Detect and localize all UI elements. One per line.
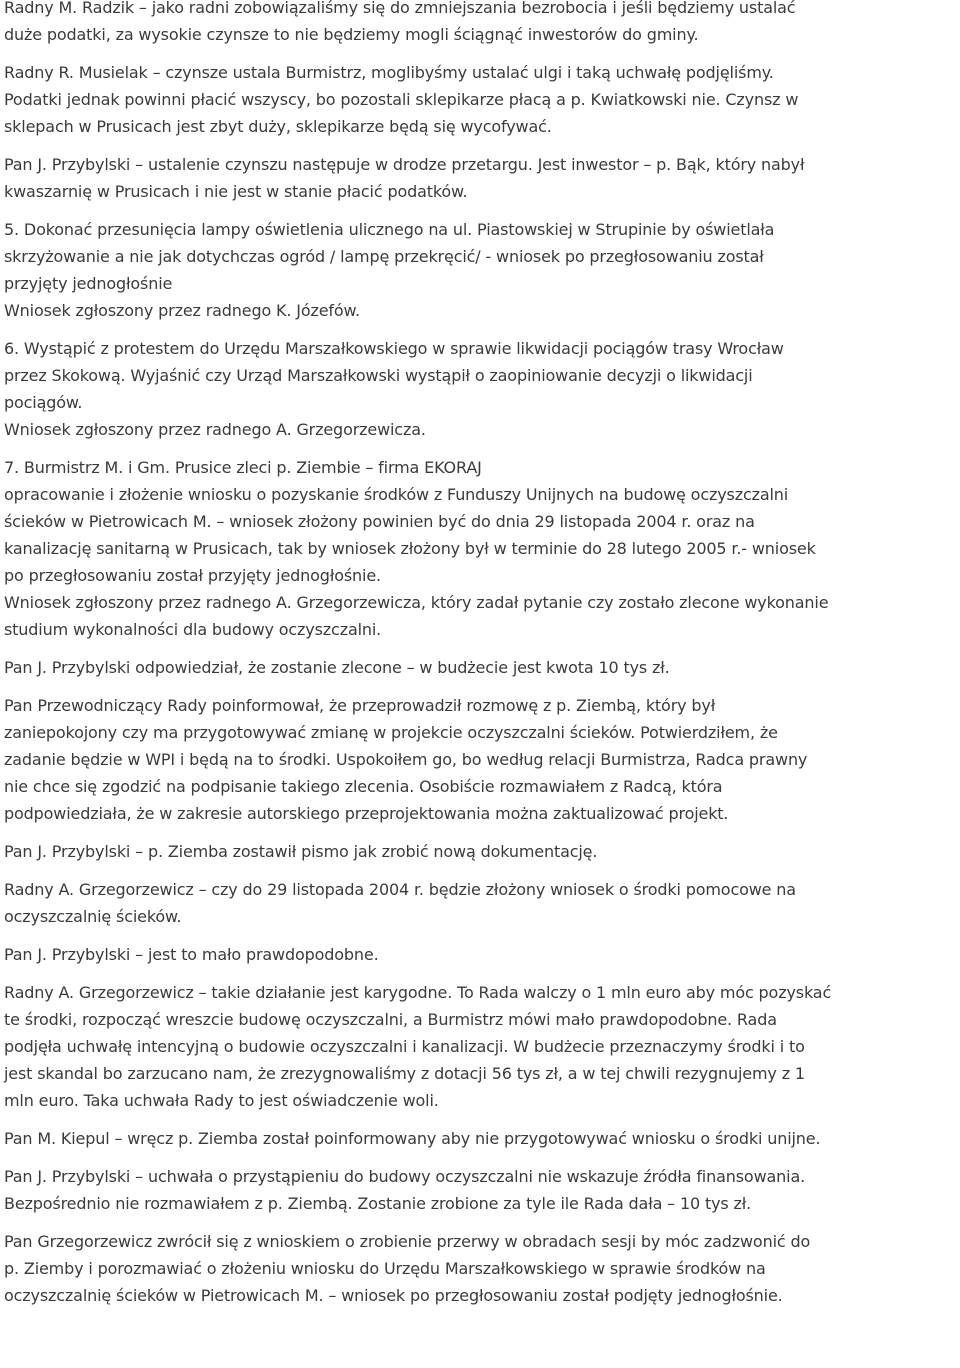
paragraph-przybylski-odpowiedz <box>4 941 952 968</box>
text-line: Pan M. Kiepul – wręcz p. Ziemba został poinformowany aby nie przygotowywać wniosku o środki unijne. <box>4 1129 821 1148</box>
text-line: kwaszarnię w Prusicach i nie jest w stanie płacić podatków. <box>4 182 468 201</box>
text-line: Pan J. Przybylski – ustalenie czynszu następuje w drodze przetargu. Jest inwestor – p. Bąk, który nabył <box>4 155 805 174</box>
text-line: pociągów. <box>4 393 83 412</box>
text-line: zaniepokojony czy ma przygotowywać zmianę w projekcie oczyszczalni ścieków. Potwierdziłem, że <box>4 723 778 742</box>
paragraph-radzik <box>4 0 952 48</box>
text-line: 5. Dokonać przesunięcia lampy oświetlenia ulicznego na ul. Piastowskiej w Strupinie by oświetlała <box>4 220 775 239</box>
paragraph-musielak <box>4 59 952 140</box>
text-line: Podatki jednak powinni płacić wszyscy, bo pozostali sklepikarze płacą a p. Kwiatkowski nie. Czynsz w <box>4 90 799 109</box>
text-line: Pan J. Przybylski – jest to mało prawdopodobne. <box>4 945 379 964</box>
paragraph-przybylski-uchwala <box>4 1163 952 1217</box>
text-line: Wniosek zgłoszony przez radnego K. Józefów. <box>4 301 360 320</box>
text-line: Radny R. Musielak – czynsze ustala Burmistrz, moglibyśmy ustalać ulgi i taką uchwałę podjęliśmy. <box>4 63 774 82</box>
text-line: oczyszczalnię ścieków. <box>4 907 182 926</box>
paragraph-item-5 <box>4 216 952 324</box>
text-line: podjęła uchwałę intencyjną o budowie oczyszczalni i kanalizacji. W budżecie przeznaczymy środki i to <box>4 1037 805 1056</box>
text-line: przez Skokową. Wyjaśnić czy Urząd Marszałkowski wystąpił o zaopiniowanie decyzji o likwidacji <box>4 366 753 385</box>
text-line: Pan J. Przybylski – p. Ziemba zostawił pismo jak zrobić nową dokumentację. <box>4 842 598 861</box>
text-line: duże podatki, za wysokie czynsze to nie będziemy mogli ściągnąć inwestorów do gminy. <box>4 25 699 44</box>
paragraph-przybylski-pismo <box>4 838 952 865</box>
text-line: zadanie będzie w WPI i będą na to środki. Uspokoiłem go, bo według relacji Burmistrza, Radca prawny <box>4 750 808 769</box>
text-line: jest skandal bo zarzucano nam, że zrezygnowaliśmy z dotacji 56 tys zł, a w tej chwili rezygnujemy z 1 <box>4 1064 805 1083</box>
text-line: 7. Burmistrz M. i Gm. Prusice zleci p. Ziembie – firma EKORAJ <box>4 458 482 477</box>
text-line: te środki, rozpocząć wreszcie budowę oczyszczalni, a Burmistrz mówi mało prawdopodobne. Rada <box>4 1010 777 1029</box>
text-line: opracowanie i złożenie wniosku o pozyskanie środków z Funduszy Unijnych na budowę oczyszczalni <box>4 485 789 504</box>
text-line: Pan Przewodniczący Rady poinformował, że przeprowadził rozmowę z p. Ziembą, który był <box>4 696 716 715</box>
paragraph-grzegorzewicz-pytanie <box>4 876 952 930</box>
text-line: 6. Wystąpić z protestem do Urzędu Marszałkowskiego w sprawie likwidacji pociągów trasy Wrocław <box>4 339 784 358</box>
text-line: studium wykonalności dla budowy oczyszczalni. <box>4 620 382 639</box>
paragraph-kiepul <box>4 1125 952 1152</box>
paragraph-item-6 <box>4 335 952 443</box>
text-line: mln euro. Taka uchwała Rady to jest oświadczenie woli. <box>4 1091 439 1110</box>
text-line: Radny A. Grzegorzewicz – takie działanie jest karygodne. To Rada walczy o 1 mln euro aby móc pozyskać <box>4 983 832 1002</box>
text-line: Pan J. Przybylski – uchwała o przystąpieniu do budowy oczyszczalni nie wskazuje źródła finansowania. <box>4 1167 806 1186</box>
text-line: po przegłosowaniu został przyjęty jednogłośnie. <box>4 566 381 585</box>
text-line: Pan Grzegorzewicz zwrócił się z wnioskiem o zrobienie przerwy w obradach sesji by móc zadzwonić do <box>4 1232 811 1251</box>
paragraph-przybylski-budzet <box>4 654 952 681</box>
text-line: ścieków w Pietrowicach M. – wniosek złożony powinien być do dnia 29 listopada 2004 r. oraz na <box>4 512 755 531</box>
text-line: Wniosek zgłoszony przez radnego A. Grzegorzewicza. <box>4 420 426 439</box>
text-line: oczyszczalnię ścieków w Pietrowicach M. – wniosek po przegłosowaniu został podjęty jednogłośnie. <box>4 1286 783 1305</box>
text-line: p. Ziemby i porozmawiać o złożeniu wniosku do Urzędu Marszałkowskiego w sprawie środków na <box>4 1259 766 1278</box>
text-line: sklepach w Prusicach jest zbyt duży, sklepikarze będą się wycofywać. <box>4 117 552 136</box>
text-line: przyjęty jednogłośnie <box>4 274 173 293</box>
text-line: skrzyżowanie a nie jak dotychczas ogród / lampę przekręcić/ - wniosek po przegłosowaniu został <box>4 247 764 266</box>
paragraph-grzegorzewicz-karygodne <box>4 979 952 1114</box>
paragraph-grzegorzewicz-przerwa <box>4 1228 952 1309</box>
text-line: nie chce się zgodzić na podpisanie takiego zlecenia. Osobiście rozmawiałem z Radcą, która <box>4 777 723 796</box>
text-line: Pan J. Przybylski odpowiedział, że zostanie zlecone – w budżecie jest kwota 10 tys zł. <box>4 658 670 677</box>
paragraph-przybylski-czynsz <box>4 151 952 205</box>
text-line: kanalizację sanitarną w Prusicach, tak by wniosek złożony był w terminie do 28 lutego 2005 r.- wniosek <box>4 539 816 558</box>
text-line: Wniosek zgłoszony przez radnego A. Grzegorzewicza, który zadał pytanie czy zostało zlecone wykonanie <box>4 593 829 612</box>
text-line: Radny M. Radzik – jako radni zobowiązaliśmy się do zmniejszania bezrobocia i jeśli będziemy ustalać <box>4 0 796 17</box>
text-line: Radny A. Grzegorzewicz – czy do 29 listopada 2004 r. będzie złożony wniosek o środki pomocowe na <box>4 880 796 899</box>
text-line: Bezpośrednio nie rozmawiałem z p. Ziembą. Zostanie zrobione za tyle ile Rada dała – 10 tys zł. <box>4 1194 752 1213</box>
paragraph-item-7 <box>4 454 952 643</box>
paragraph-przewodniczacy <box>4 692 952 827</box>
text-line: podpowiedziała, że w zakresie autorskiego przeprojektowania można zaktualizować projekt. <box>4 804 729 823</box>
